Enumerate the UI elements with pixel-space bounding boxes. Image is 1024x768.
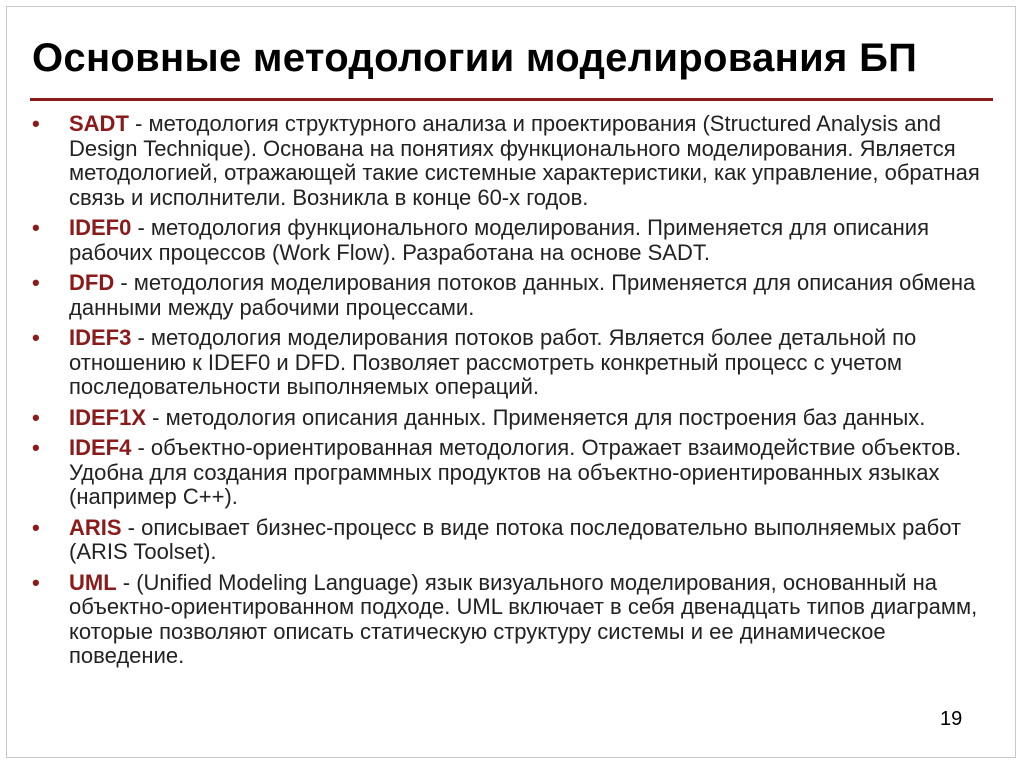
methodology-term: IDEF4: [69, 435, 132, 460]
methodology-term: UML: [69, 569, 117, 595]
methodology-description: - описывает бизнес-процесс в виде потока последовательно выполняемых работ (ARIS Toolset).: [69, 514, 962, 564]
bullet-icon: •: [32, 404, 40, 430]
bullet-icon: •: [32, 270, 40, 295]
list-item: [30, 571, 995, 669]
page-number: 19: [940, 708, 963, 730]
list-item: [30, 516, 995, 565]
list-item: [30, 406, 995, 431]
methodology-description: - методология функционального моделирования. Применяется для описания рабочих процессов (Work Flow). Разработана на основе SADT.: [69, 215, 929, 265]
methodology-description: - методология описания данных. Применяется для построения баз данных.: [146, 404, 926, 430]
bullet-icon: •: [32, 569, 40, 595]
methodology-description: - методология структурного анализа и проектирования (Structured Analysis and Design Technique). Основана на понятиях функционального моделирования. Является методологией, отражающей такие системные характеристики, как управление, обратная связь и исполнители. Возникла в конце 60-х годов.: [69, 111, 980, 210]
methodology-description: - методология моделирования потоков данных. Применяется для описания обмена данными между рабочими процессами.: [69, 270, 976, 320]
methodology-description: - (Unified Modeling Language) язык визуального моделирования, основанный на объектно-ориентированном подходе. UML включает в себя двенадцать типов диаграмм, которые позволяют описать статическую структуру системы и ее динамическое поведение.: [69, 569, 978, 668]
bullet-icon: •: [32, 215, 40, 240]
methodology-term: IDEF0: [69, 215, 132, 240]
methodology-term: ARIS: [69, 514, 122, 540]
methodology-description: - объектно-ориентированная методология. Отражает взаимодействие объектов. Удобна для создания программных продуктов на объектно-ориентированных языках (например С++).: [69, 435, 962, 509]
methodology-list: [30, 112, 995, 675]
title-divider: [30, 98, 993, 101]
methodology-term: IDEF1X: [69, 404, 147, 430]
methodology-term: DFD: [69, 270, 115, 295]
list-item: [30, 326, 995, 400]
methodology-term: IDEF3: [69, 325, 132, 350]
bullet-icon: •: [32, 514, 40, 540]
bullet-icon: •: [32, 111, 40, 136]
methodology-term: SADT: [69, 111, 129, 136]
slide-title: Основные методологии моделирования БП: [32, 36, 918, 80]
list-item: [30, 112, 995, 210]
bullet-icon: •: [32, 435, 40, 460]
list-item: [30, 436, 995, 510]
list-item: [30, 271, 995, 320]
list-item: [30, 216, 995, 265]
methodology-description: - методология моделирования потоков работ. Является более детальной по отношению к IDEF0 и DFD. Позволяет рассмотреть конкретный процесс с учетом последовательности выполняемых операций.: [69, 325, 917, 399]
bullet-icon: •: [32, 325, 40, 350]
